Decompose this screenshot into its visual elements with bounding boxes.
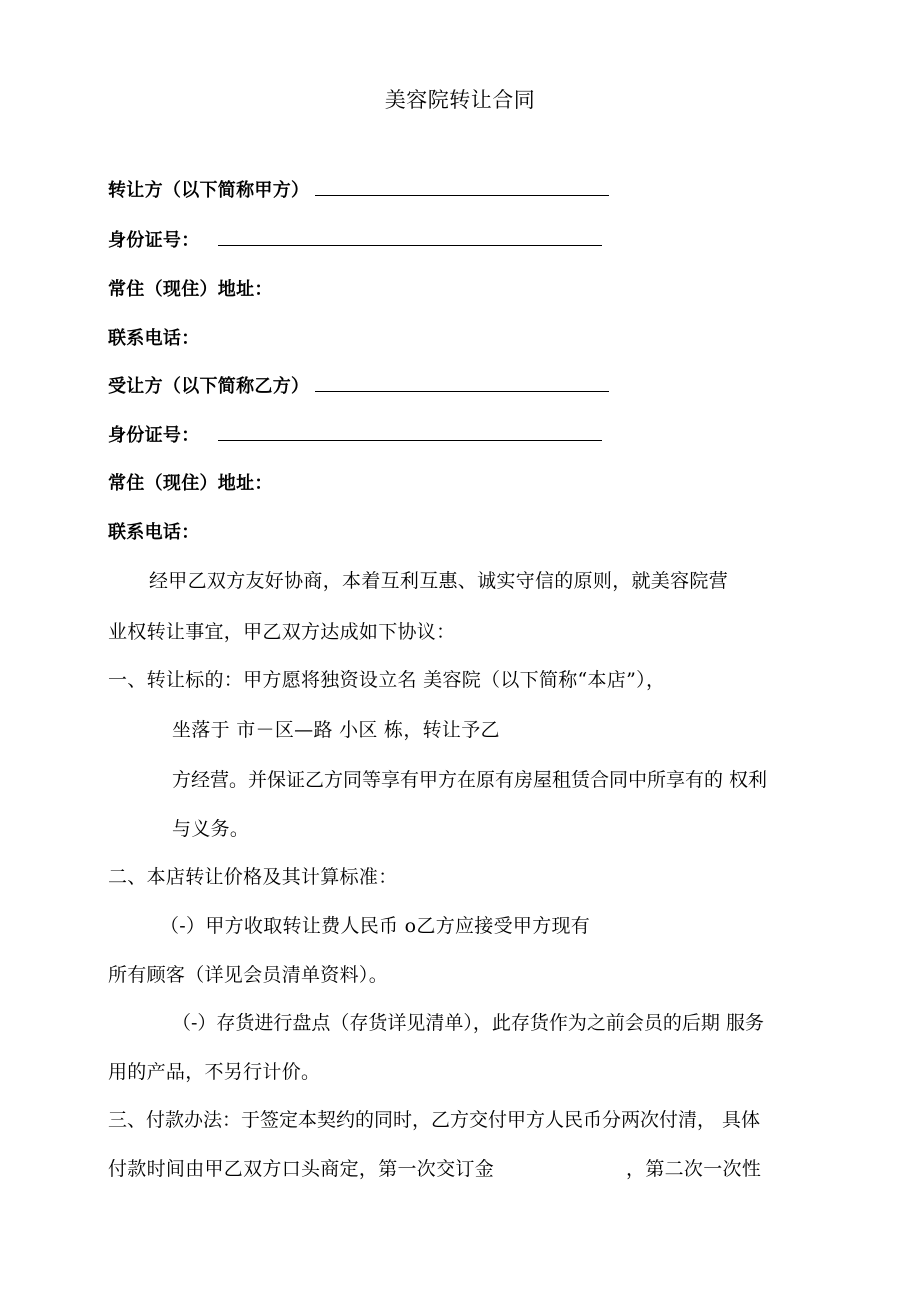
preamble-line-1: 经甲乙双方友好协商，本着互利互惠、诚实守信的原则，就美容院营 (149, 570, 729, 592)
transferee-blank-line (315, 375, 609, 392)
party-b-address-row: 常住（现住）地址： (108, 473, 273, 494)
clause-2-heading: 二、本店转让价格及其计算标准： (108, 866, 398, 888)
party-b-transferee-row (108, 374, 609, 400)
contract-title: 美容院转让合同 (384, 88, 536, 112)
party-b-phone-row: 联系电话： (108, 522, 200, 543)
clause-1-line-1: 一、转让标的：甲方愿将独资设立名 美容院（以下简称“本店”）， (108, 669, 666, 691)
clause-2-item-1-line-1: （-）甲方收取转让费人民币 o乙方应接受甲方现有 (160, 915, 591, 937)
preamble-line-2: 业权转让事宜，甲乙双方达成如下协议： (108, 621, 456, 643)
party-b-id-row (108, 423, 602, 449)
clause-1-line-3: 方经营。并保证乙方同等享有甲方在原有房屋租赁合同中所享有的 权利 (172, 769, 768, 791)
clause-2-item-1-line-2: 所有顾客（详见会员清单资料）。 (108, 964, 389, 986)
transferor-blank-line (315, 179, 609, 196)
clause-3-line-2-part-2: ，第二次一次性 (626, 1158, 762, 1180)
transferor-label: 转让方（以下简称甲方） (108, 180, 310, 201)
id-number-label: 身份证号： (108, 425, 200, 446)
party-a-phone-row: 联系电话： (108, 328, 200, 349)
clause-2-item-2-line-1: （-）存货进行盘点（存货详见清单），此存货作为之前会员的后期 服务 (172, 1012, 764, 1034)
id-number-blank-line (218, 424, 602, 441)
id-number-label: 身份证号： (108, 230, 200, 251)
clause-2-item-2-line-2: 用的产品，不另行计价。 (108, 1061, 321, 1083)
clause-3-line-2-part-1: 付款时间由甲乙双方口头商定，第一次交订金 (108, 1158, 495, 1180)
party-a-address-row: 常住（现住）地址： (108, 279, 273, 300)
party-a-transferor-row (108, 178, 609, 204)
id-number-blank-line (218, 229, 602, 246)
clause-3-line-1: 三、付款办法：于签定本契约的同时，乙方交付甲方人民币分两次付清， 具体 (108, 1109, 761, 1131)
clause-3-line-2 (108, 1156, 761, 1182)
clause-1-line-2: 坐落于 市－区—路 小区 栋，转让予乙 (172, 719, 500, 741)
party-a-id-row (108, 228, 602, 254)
clause-1-line-4: 与义务。 (172, 818, 250, 840)
transferee-label: 受让方（以下简称乙方） (108, 376, 310, 397)
